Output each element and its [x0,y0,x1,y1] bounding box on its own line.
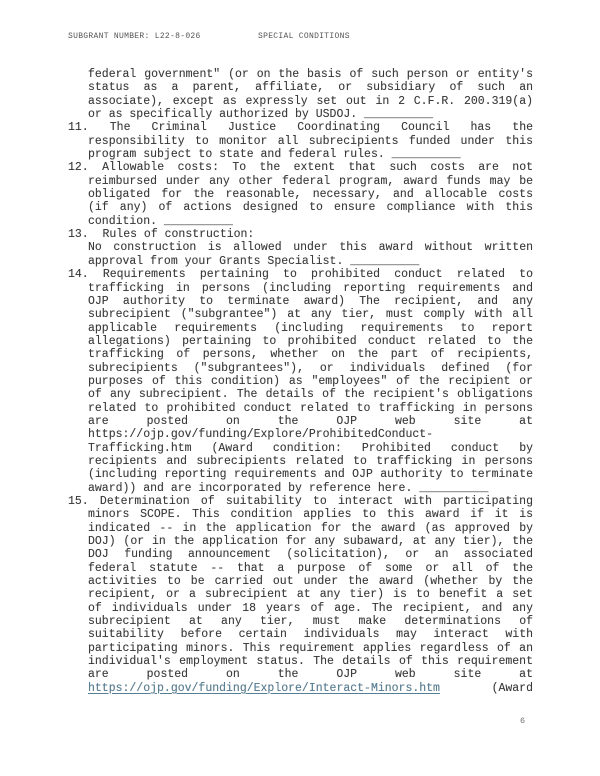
document-line: minors SCOPE. This condition applies to this award if it is [88,508,533,522]
document-line: 11. The Criminal Justice Coordinating Council has the [68,121,533,135]
interact-minors-link[interactable]: https://ojp.gov/funding/Explore/Interact-Minors.htm [88,681,440,695]
document-line: or as specifically authorized by USDOJ. __________ [88,108,434,122]
document-line: (if any) of actions designed to ensure compliance with this [88,201,533,215]
document-line: of individuals under 18 years of age. The recipient, and any [88,601,533,615]
document-line: approval from your Grants Specialist. __________ [88,254,420,268]
document-line: federal government" (or on the basis of such person or entity's [88,68,533,81]
page-number: 6 [520,716,526,726]
subgrant-number-label: SUBGRANT NUMBER: L22-8-026 [68,32,201,41]
document-line: status as a parent, affiliate, or subsidiary of such an [88,81,533,95]
document-line: are posted on the OJP web site at [88,668,533,682]
document-line: 13. Rules of construction: [68,228,255,242]
document-line: individual's employment status. The details of this requirement [88,655,533,669]
document-line: trafficking of persons, whether on the part of recipients, [88,348,533,362]
document-line: recipient, or a subrecipient at any tier) is to benefit a set [88,588,533,602]
document-line: program subject to state and federal rules. __________ [88,148,461,162]
document-line: DOJ) (or in the application for any subaward, at any tier), the [88,535,533,549]
document-line: indicated -- in the application for the award (as approved by [88,521,533,535]
document-line: are posted on the OJP web site at [88,414,533,428]
document-line: participating minors. This requirement applies regardless of an [88,641,533,655]
document-line: award)) and are incorporated by reference here. __________ [88,481,489,495]
document-line: obligated for the reasonable, necessary, and allocable costs [88,188,533,202]
document-line [68,682,533,695]
document-line: responsibility to monitor all subrecipients funded under this [88,134,533,148]
document-line: subrecipient at any tier, must make determinations of [88,615,533,629]
document-line: 12. Allowable costs: To the extent that such costs are not [68,161,533,175]
page-header [0,32,600,44]
document-line: subrecipient ("subgrantee") at any tier, must comply with all [88,308,533,322]
document-line: trafficking in persons (including reporting requirements and [88,281,533,295]
document-line: of any subrecipient. The details of the recipient's obligations [88,388,533,402]
line-text: (Award [491,681,533,695]
document-title: SPECIAL CONDITIONS [258,32,350,41]
document-line: applicable requirements (including requirements to report [88,321,533,335]
document-line: condition. __________ [88,214,233,228]
document-line: No construction is allowed under this award without written [88,241,533,255]
document-line: purposes of this condition) as "employees" of the recipient or [88,374,533,388]
document-line: OJP authority to terminate award) The recipient, and any [88,294,533,308]
document-line: 15. Determination of suitability to interact with participating [68,495,533,508]
document-line: (including reporting requirements and OJP authority to terminate [88,468,533,482]
document-line: activities to be carried out under the award (whether by the [88,575,533,589]
document-line: federal statute -- that a purpose of some or all of the [88,561,533,575]
document-line: reimbursed under any other federal program, award funds may be [88,174,533,188]
document-line: https://ojp.gov/funding/Explore/ProhibitedConduct- [88,428,434,442]
document-line: Trafficking.htm (Award condition: Prohibited conduct by [88,441,533,455]
document-line: allegations) pertaining to prohibited conduct related to the [88,334,533,348]
document-line: recipients and subrecipients related to trafficking in persons [88,454,533,468]
document-line: suitability before certain individuals may interact with [88,628,533,642]
document-body [68,68,533,695]
document-line: related to prohibited conduct related to trafficking in persons [88,401,533,415]
document-line: 14. Requirements pertaining to prohibited conduct related to [68,268,533,282]
document-line: DOJ funding announcement (solicitation), or an associated [88,548,533,562]
document-line: subrecipients ("subgrantees"), or individuals defined (for [88,361,533,375]
document-line: associate), except as expressly set out in 2 C.F.R. 200.319(a) [88,94,533,108]
